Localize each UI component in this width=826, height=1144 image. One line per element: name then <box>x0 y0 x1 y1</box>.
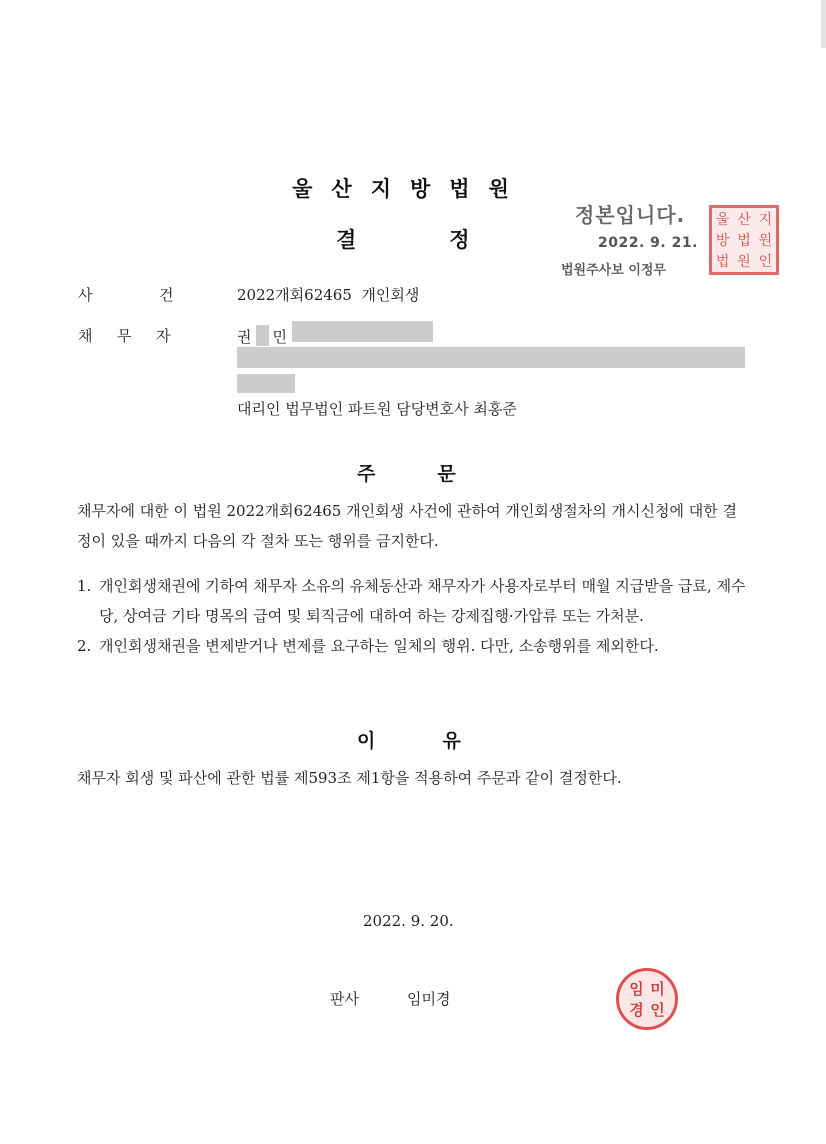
case-label: 사 건 <box>78 286 174 304</box>
certifying-clerk: 법원주사보 이정무 <box>561 263 666 278</box>
judge-title: 판사 <box>330 990 359 1008</box>
certified-copy-stamp: 정본입니다. <box>575 203 686 227</box>
document-kind <box>336 224 470 254</box>
order-title: 주 문 <box>357 463 456 485</box>
debtor-label: 채 무 자 <box>78 327 171 345</box>
judge-name: 임미경 <box>406 990 451 1008</box>
debtor-agent: 대리인 법무법인 파트원 담당변호사 최홍준 <box>237 400 517 418</box>
order-body: 채무자에 대한 이 법원 2022개회62465 개인회생 사건에 관하여 개인회생절차의 개시신청에 대한 결정이 있을 때까지 다음의 각 절차 또는 행위를 금지한다. <box>77 502 737 550</box>
decision-date: 2022. 9. 20. <box>363 912 454 930</box>
court-name: 울산지방법원 <box>292 177 528 201</box>
case-number: 2022개회62465 개인회생 <box>237 286 420 304</box>
judge-signature <box>330 988 450 1009</box>
list-item: 1. 개인회생채권에 기하여 채무자 소유의 유체동산과 채무자가 사용자로부터 매월 지급받을 급료, 제수당, 상여금 기타 명목의 급여 및 퇴직금에 대하여 하는 강제집행·가압류 또는 가처분. <box>77 577 746 625</box>
certified-date: 2022. 9. 21. <box>598 235 698 251</box>
scrollbar-edge <box>821 0 826 48</box>
debtor-name: 권 민 <box>237 325 287 347</box>
judge-seal: 임 미 경 인 <box>616 968 678 1030</box>
doc-kind-char-1: 결 <box>336 228 357 252</box>
redaction-block <box>292 321 433 342</box>
redaction-block <box>237 347 745 368</box>
redaction-block <box>256 325 269 346</box>
redaction-block <box>237 374 295 393</box>
doc-kind-char-2: 정 <box>449 228 470 252</box>
list-item: 2. 개인회생채권을 변제받거나 변제를 요구하는 일체의 행위. 다만, 소송행위를 제외한다. <box>77 637 659 655</box>
order-items <box>77 571 747 661</box>
reason-body: 채무자 회생 및 파산에 관한 법률 제593조 제1항을 적용하여 주문과 같이 결정한다. <box>77 769 622 787</box>
reason-title: 이 유 <box>357 730 461 752</box>
court-seal: 울 산 지 방 법 원 법 원 인 <box>709 205 779 275</box>
